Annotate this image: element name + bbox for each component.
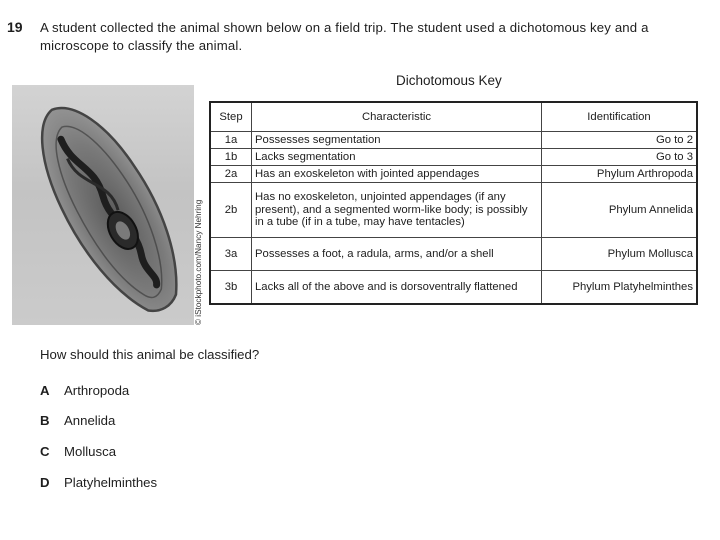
table-header-row bbox=[210, 102, 697, 132]
table-row bbox=[210, 238, 697, 271]
table-row bbox=[210, 183, 697, 238]
identification-cell: Go to 2 bbox=[542, 132, 698, 149]
table-row bbox=[210, 149, 697, 166]
identification-cell: Phylum Mollusca bbox=[542, 238, 698, 271]
characteristic-cell: Lacks all of the above and is dorsoventrally flattened bbox=[252, 271, 542, 305]
choice-text: Mollusca bbox=[64, 444, 117, 459]
question-number: 19 bbox=[7, 19, 23, 35]
table-row bbox=[210, 132, 697, 149]
choice-b[interactable] bbox=[40, 413, 115, 428]
identification-cell: Phylum Arthropoda bbox=[542, 166, 698, 183]
characteristic-cell: Possesses segmentation bbox=[252, 132, 542, 149]
choice-c[interactable] bbox=[40, 444, 116, 459]
step-cell: 3a bbox=[210, 238, 252, 271]
choice-letter: D bbox=[40, 475, 50, 490]
characteristic-cell: Lacks segmentation bbox=[252, 149, 542, 166]
choice-a[interactable] bbox=[40, 383, 129, 398]
step-cell: 3b bbox=[210, 271, 252, 305]
question-stem: A student collected the animal shown below on a field trip. The student used a dichotomous key and a microscope to classify the animal. bbox=[40, 20, 649, 53]
choice-text: Annelida bbox=[64, 413, 116, 428]
flatworm-illustration bbox=[12, 85, 194, 325]
flatworm-photo bbox=[12, 85, 194, 325]
choice-letter: C bbox=[40, 444, 50, 459]
header-identification: Identification bbox=[542, 102, 698, 132]
step-cell: 1b bbox=[210, 149, 252, 166]
choice-letter: B bbox=[40, 413, 50, 428]
table-row bbox=[210, 166, 697, 183]
choice-text: Platyhelminthes bbox=[64, 475, 158, 490]
question-prompt: How should this animal be classified? bbox=[40, 347, 260, 362]
choice-d[interactable] bbox=[40, 475, 157, 490]
header-characteristic: Characteristic bbox=[252, 102, 542, 132]
step-cell: 2b bbox=[210, 183, 252, 238]
step-cell: 1a bbox=[210, 132, 252, 149]
characteristic-cell: Possesses a foot, a radula, arms, and/or a shell bbox=[252, 238, 542, 271]
choice-text: Arthropoda bbox=[64, 383, 130, 398]
identification-cell: Phylum Platyhelminthes bbox=[542, 271, 698, 305]
dichotomous-key-table bbox=[209, 101, 698, 305]
characteristic-cell: Has an exoskeleton with jointed appendages bbox=[252, 166, 542, 183]
characteristic-cell: Has no exoskeleton, unjointed appendages (if any present), and a segmented worm-like body; is possibly in a tube (if in a tube, may have tentacles) bbox=[252, 183, 542, 238]
identification-cell: Go to 3 bbox=[542, 149, 698, 166]
key-title: Dichotomous Key bbox=[396, 73, 502, 88]
photo-credit: © iStockphoto.com/Nancy Nehring bbox=[194, 199, 203, 325]
step-cell: 2a bbox=[210, 166, 252, 183]
table-row bbox=[210, 271, 697, 305]
identification-cell: Phylum Annelida bbox=[542, 183, 698, 238]
choice-letter: A bbox=[40, 383, 50, 398]
header-step: Step bbox=[210, 102, 252, 132]
